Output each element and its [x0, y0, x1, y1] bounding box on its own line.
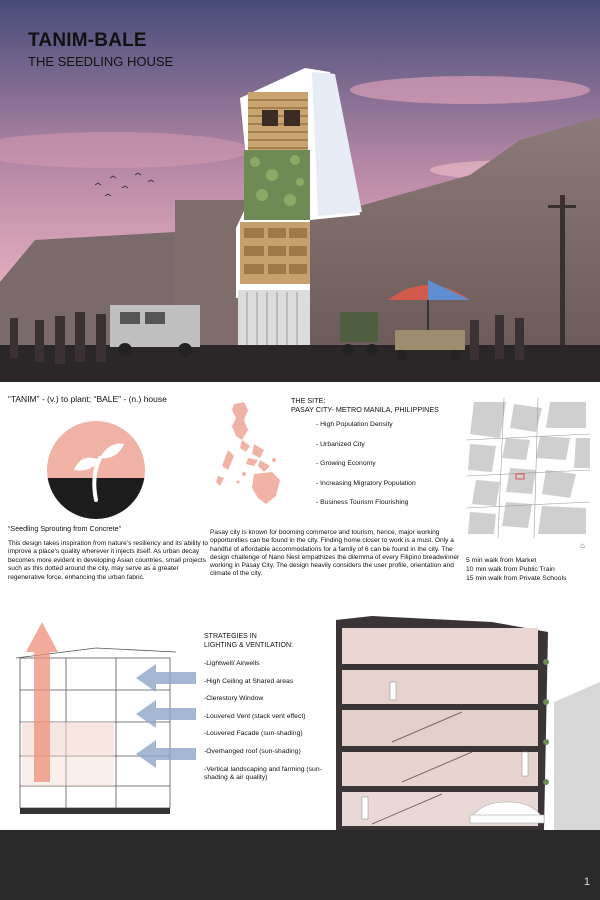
etymology-text: “TANIM” - (v.) to plant; “BALE” - (n.) house — [8, 394, 167, 404]
concept-body: This design takes inspiration from nature’s resiliency and its ability to improve a place’s quality wherever it injects itself. As urban decay becomes more evident in developing Asian countries, small projects such as this dotted around the city, may serve as a greater regenerative force, enhancing the urban fabric. — [8, 540, 208, 581]
list-item: - High Population Density — [316, 421, 393, 428]
list-item: -Lightwell/ Airwells — [204, 660, 260, 667]
concept-caption: “Seedling Sprouting from Concrete” — [8, 524, 122, 533]
list-item: -Overhanged roof (sun-shading) — [204, 747, 301, 755]
site-description: Pasay city is known for booming commerce and tourism, hence, major working opportunities can be found in the city. Finding home closer to work is a must. Only a handful of affordable accommodations for a family of 6 can be found in the city. The design challenge of Nano Nest empathizes the dilemma of every Filipino breadwinner working in Pasay City. The design heavily considers the user profile, orientation and climate of the city. — [210, 529, 460, 578]
site-heading-line2: PASAY CITY- METRO MANILA, PHILIPPINES — [291, 405, 439, 414]
strategies-heading-line2: LIGHTING & VENTILATION: — [204, 642, 293, 649]
list-item: -Louvered Facade (sun-shading) — [204, 730, 303, 738]
list-item: -Louvered Vent (stack vent effect) — [204, 712, 306, 720]
page-subtitle: THE SEEDLING HOUSE — [28, 54, 174, 69]
walk-distances — [466, 556, 566, 583]
north-arrow-icon: ⌂ — [580, 541, 585, 550]
list-item: - Business Tourism Flourishing — [316, 499, 409, 507]
ventilation-section-diagram — [6, 612, 202, 822]
list-item: -Vertical landscaping and farming (sun-shading & air quality) — [204, 765, 322, 782]
footer-bar — [0, 830, 600, 900]
site-heading-line1: THE SITE: — [291, 396, 326, 405]
site-features-list — [316, 421, 416, 519]
strategies-heading-line1: STRATEGIES IN — [204, 633, 257, 640]
list-item: - Increasing Migratory Population — [316, 479, 416, 487]
page-title: TANIM-BALE — [28, 30, 147, 51]
list-item: 10 min walk from Public Train — [466, 566, 555, 573]
list-item: -High Ceiling at Shared areas — [204, 677, 294, 685]
building-section-perspective — [332, 612, 600, 830]
page-number: 1 — [583, 876, 590, 888]
philippines-map-icon — [214, 400, 290, 510]
list-item: -Clerestory Window — [204, 695, 264, 703]
list-item: - Growing Economy — [316, 460, 376, 468]
strategies-heading — [204, 632, 293, 650]
site-location-map — [466, 398, 590, 538]
list-item: 15 min walk from Private Schools — [466, 575, 567, 582]
list-item: - Urbanized City — [316, 440, 365, 448]
seedling-logo-icon — [46, 420, 146, 520]
strategies-list — [204, 660, 329, 792]
site-heading — [291, 396, 439, 414]
list-item: 5 min walk from Market — [466, 557, 537, 564]
